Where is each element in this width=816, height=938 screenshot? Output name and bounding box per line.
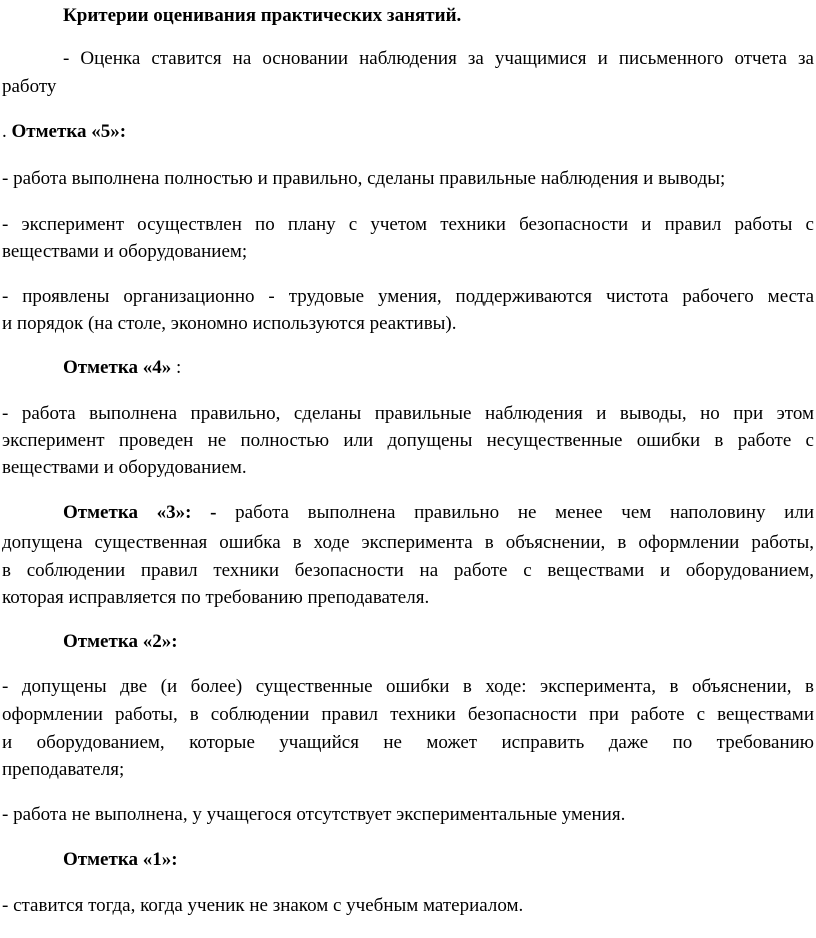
mark3-line-3: в соблюдении правил техники безопасности на работе с веществами и оборудованием, xyxy=(2,560,814,581)
mark4-line-1: - работа выполнена правильно, сделаны правильные наблюдения и выводы, но при этом xyxy=(2,403,814,424)
mark1-heading-line xyxy=(63,848,814,872)
mark2-item-1-line-1: - допущены две (и более) существенные ошибки в ходе: эксперимента, в объяснении, в xyxy=(2,676,814,697)
mark4-line-2: эксперимент проведен не полностью или допущены несущественные ошибки в работе с xyxy=(2,430,814,451)
mark2-item-1-line-2: оформлении работы, в соблюдении правил техники безопасности при работе с веществами xyxy=(2,704,814,725)
document-title: Критерии оценивания практических занятий. xyxy=(63,5,462,26)
mark2-heading-line xyxy=(63,630,814,654)
mark2-item-1-line-3: и оборудованием, которые учащийся не может исправить даже по требованию xyxy=(2,732,814,753)
mark4-heading: Отметка «4» xyxy=(63,357,172,378)
mark1-item-1: - ставится тогда, когда ученик не знаком с учебным материалом. xyxy=(2,895,524,916)
mark2-item-1-line-4: преподавателя; xyxy=(2,759,125,780)
mark5-item-1: - работа выполнена полностью и правильно, сделаны правильные наблюдения и выводы; xyxy=(2,168,726,189)
mark5-heading: Отметка «5»: xyxy=(11,121,127,142)
mark5-item-3-line-1: - проявлены организационно - трудовые умения, поддерживаются чистота рабочего места xyxy=(2,286,814,307)
mark3-line-2: допущена существенная ошибка в ходе эксперимента в объяснении, в оформлении работы, xyxy=(2,532,814,553)
mark3-line-1 xyxy=(63,501,814,525)
mark3-line-1-text: работа выполнена правильно не менее чем наполовину или xyxy=(235,502,814,523)
mark5-item-3-line-2: и порядок (на столе, экономно используются реактивы). xyxy=(2,313,457,334)
mark5-item-2-line-1: - эксперимент осуществлен по плану с учетом техники безопасности и правил работы с xyxy=(2,214,814,235)
mark4-heading-line xyxy=(63,356,814,380)
mark1-heading: Отметка «1»: xyxy=(63,849,178,870)
mark2-heading: Отметка «2»: xyxy=(63,631,178,652)
mark3-line-4: которая исправляется по требованию преподавателя. xyxy=(2,587,430,608)
mark5-item-2-line-2: веществами и оборудованием; xyxy=(2,241,248,262)
mark4-suffix: : xyxy=(171,357,182,378)
intro-line-1: - Оценка ставится на основании наблюдения за учащимися и письменного отчета за xyxy=(63,48,814,69)
mark4-line-3: веществами и оборудованием. xyxy=(2,457,247,478)
mark3-heading: Отметка «3»: - xyxy=(63,502,217,523)
mark5-prefix: . xyxy=(2,121,12,142)
mark5-heading-line xyxy=(2,120,814,144)
intro-line-2: работу xyxy=(2,76,57,97)
mark2-item-2: - работа не выполнена, у учащегося отсутствует экспериментальные умения. xyxy=(2,804,626,825)
